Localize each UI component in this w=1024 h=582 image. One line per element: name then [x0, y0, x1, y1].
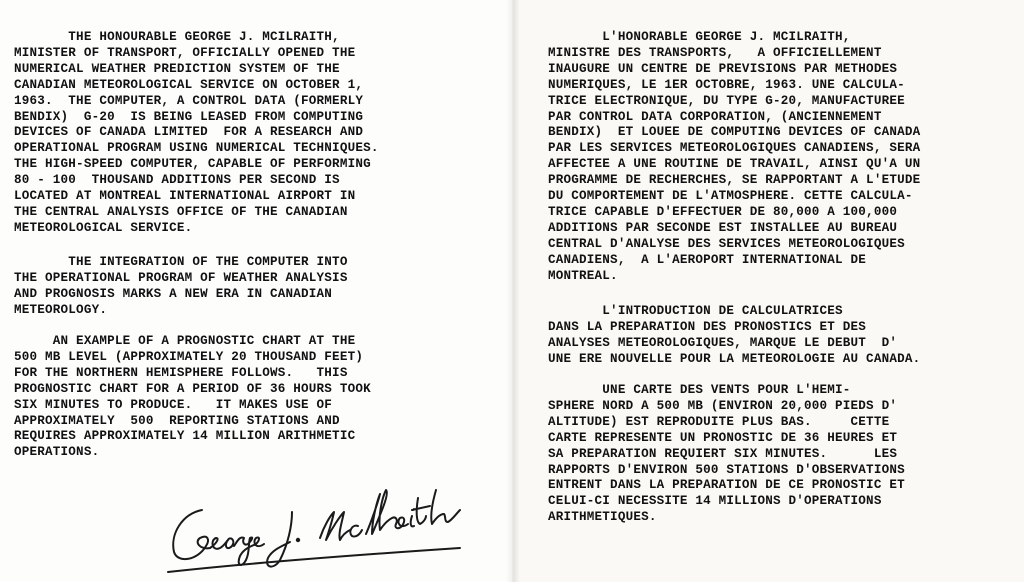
english-paragraph-3: AN EXAMPLE OF A PROGNOSTIC CHART AT THE 500 MB LEVEL (APPROXIMATELY 20 THOUSAND FEET) FOR THE NORTHERN HEMISPHERE FOLLOWS. THIS PROGNOSTIC CHART FOR A PERIOD OF 36 HOURS TOOK SIX MINUTES TO PRODUCE. IT MAKES USE OF APPROXIMATELY 500 REPORTING STATIONS AND REQUIRES APPROXIMATELY 14 MILLION ARITHMETIC OPERATIONS. — [14, 334, 371, 460]
english-paragraph-2: THE INTEGRATION OF THE COMPUTER INTO THE OPERATIONAL PROGRAM OF WEATHER ANALYSIS AND PROGNOSIS MARKS A NEW ERA IN CANADIAN METEOROLOGY. — [14, 255, 348, 317]
french-paragraph-2: L'INTRODUCTION DE CALCULATRICES DANS LA PREPARATION DES PRONOSTICS ET DES ANALYSES METEOROLOGIQUES, MARQUE LE DEBUT D' UNE ERE NOUVELLE POUR LA METEOROLOGIE AU CANADA. — [548, 304, 921, 366]
handwritten-signature — [160, 460, 500, 580]
english-paragraph-1: THE HONOURABLE GEORGE J. MCILRAITH, MINISTER OF TRANSPORT, OFFICIALLY OPENED THE NUMERICAL WEATHER PREDICTION SYSTEM OF THE CANADIAN METEOROLOGICAL SERVICE ON OCTOBER 1, 1963. THE COMPUTER, A CONTROL DATA (FORMERLY BENDIX) G-20 IS BEING LEASED FROM COMPUTING DEVICES OF CANADA LIMITED FOR A RESEARCH AND OPERATIONAL PROGRAM USING NUMERICAL TECHNIQUES. THE HIGH-SPEED COMPUTER, CAPABLE OF PERFORMING 80 - 100 THOUSAND ADDITIONS PER SECOND IS LOCATED AT MONTREAL INTERNATIONAL AIRPORT IN THE CENTRAL ANALYSIS OFFICE OF THE CANADIAN METEOROLOGICAL SERVICE. — [14, 30, 379, 235]
french-paragraph-1: L'HONORABLE GEORGE J. MCILRAITH, MINISTRE DES TRANSPORTS, A OFFICIELLEMENT INAUGURE UN CENTRE DE PREVISIONS PAR METHODES NUMERIQUES, LE 1ER OCTOBRE, 1963. UNE CALCULA- TRICE ELECTRONIQUE, DU TYPE G-20, MANUFACTUREE PAR CONTROL DATA CORPORATION, (ANCIENNEMENT BENDIX) ET LOUEE DE COMPUTING DEVICES OF CANADA PAR LES SERVICES METEOROLOGIQUES CANADIENS, SERA AFFECTEE A UNE ROUTINE DE TRAVAIL, AINSI QU'A UN PROGRAMME DE RECHERCHES, SE RAPPORTANT A L'ETUDE DU COMPORTEMENT DE L'ATMOSPHERE. CETTE CALCULA- TRICE CAPABLE D'EFFECTUER DE 80,000 A 100,000 ADDITIONS PAR SECONDE EST INSTALLEE AU BUREAU CENTRAL D'ANALYSE DES SERVICES METEOROLOGIQUES CANADIENS, A L'AEROPORT INTERNATIONAL DE MONTREAL. — [548, 30, 921, 283]
page-fold-shadow — [506, 0, 520, 582]
french-paragraph-3: UNE CARTE DES VENTS POUR L'HEMI- SPHERE NORD A 500 MB (ENVIRON 20,000 PIEDS D' ALTITUDE) EST REPRODUITE PLUS BAS. CETTE CARTE REPRESENTE UN PRONOSTIC DE 36 HEURES ET SA PREPARATION REQUIERT SIX MINUTES. LES RAPPORTS D'ENVIRON 500 STATIONS D'OBSERVATIONS ENTRENT DANS LA PREPARATION DE CE PRONOSTIC ET CELUI-CI NECESSITE 14 MILLIONS D'OPERATIONS ARITHMETIQUES. — [548, 383, 905, 525]
french-page — [512, 0, 1024, 582]
